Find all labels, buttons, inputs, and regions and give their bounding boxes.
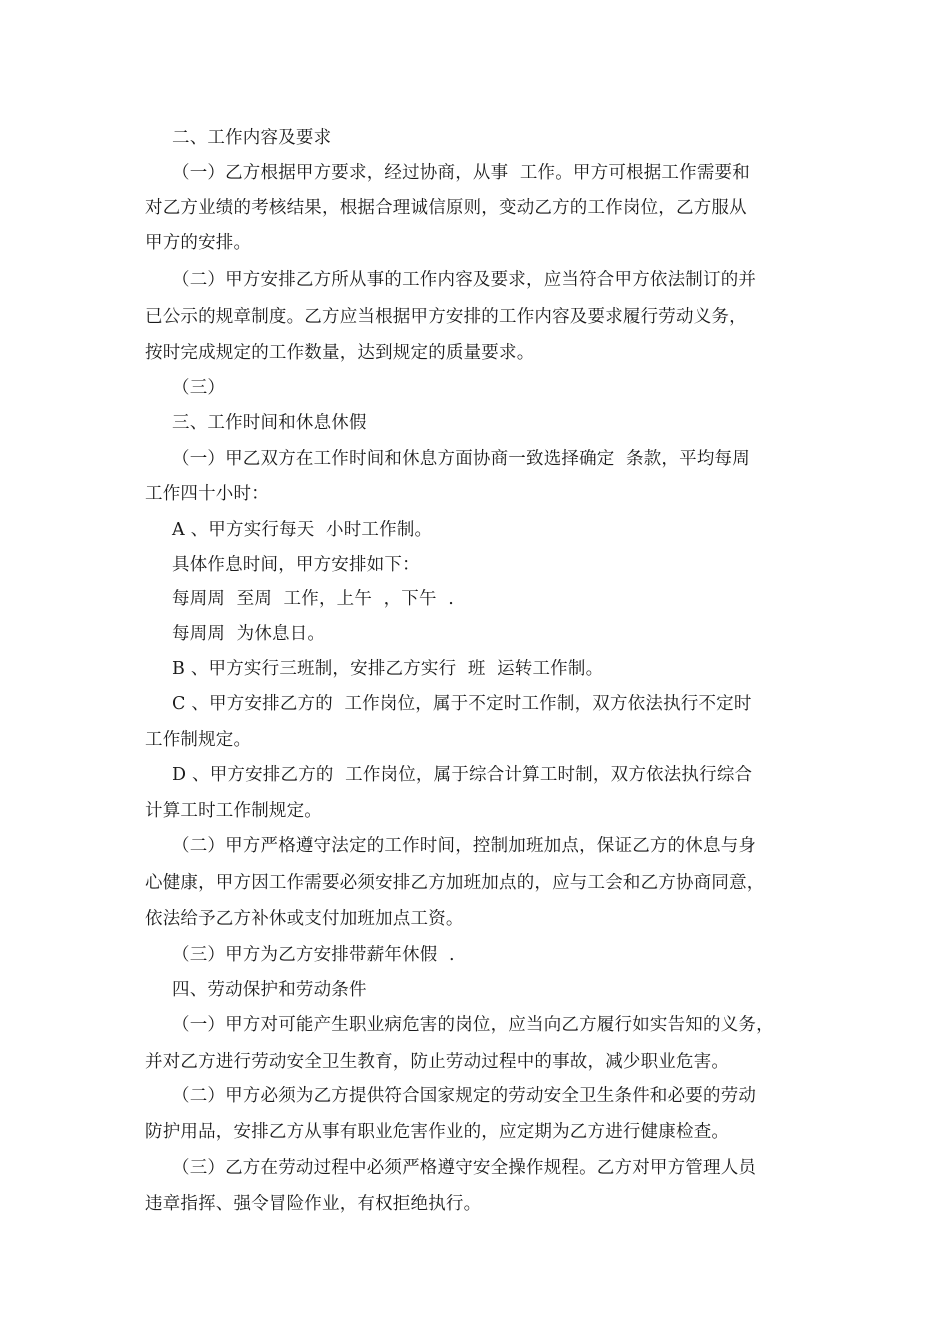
paragraph-line: 违章指挥、强令冒险作业，有权拒绝执行。 bbox=[145, 1194, 482, 1214]
paragraph-line: （三） bbox=[172, 378, 226, 398]
paragraph-line: B 、甲方实行三班制，安排乙方实行 班 运转工作制。 bbox=[172, 659, 604, 679]
paragraph-line: 并对乙方进行劳动安全卫生教育，防止劳动过程中的事故，减少职业危害。 bbox=[145, 1052, 730, 1072]
paragraph-line: 对乙方业绩的考核结果，根据合理诚信原则，变动乙方的工作岗位，乙方服从 bbox=[145, 198, 747, 218]
paragraph-line: A 、甲方实行每天 小时工作制。 bbox=[172, 520, 433, 540]
paragraph-line: 每周周 为休息日。 bbox=[172, 624, 326, 644]
heading-section-3: 三、工作时间和休息休假 bbox=[172, 413, 367, 433]
paragraph-line: （三）乙方在劳动过程中必须严格遵守安全操作规程。乙方对甲方管理人员 bbox=[172, 1158, 757, 1178]
paragraph-line: 心健康，甲方因工作需要必须安排乙方加班加点的，应与工会和乙方协商同意， bbox=[145, 873, 765, 893]
paragraph-line: 依法给予乙方补休或支付加班加点工资。 bbox=[145, 909, 464, 929]
paragraph-line: 具体作息时间，甲方安排如下： bbox=[172, 555, 420, 575]
paragraph-line: 工作制规定。 bbox=[145, 730, 252, 750]
paragraph-line: 工作四十小时： bbox=[145, 484, 269, 504]
paragraph-line: 已公示的规章制度。乙方应当根据甲方安排的工作内容及要求履行劳动义务， bbox=[145, 307, 747, 327]
paragraph-line: （一）乙方根据甲方要求，经过协商，从事 工作。甲方可根据工作需要和 bbox=[172, 163, 750, 183]
paragraph-line: （三）甲方为乙方安排带薪年休假 . bbox=[172, 945, 455, 965]
paragraph-line: 计算工时工作制规定。 bbox=[145, 801, 322, 821]
paragraph-line: D 、甲方安排乙方的 工作岗位，属于综合计算工时制，双方依法执行综合 bbox=[172, 765, 753, 785]
paragraph-line: 甲方的安排。 bbox=[145, 233, 252, 253]
paragraph-line: （一）甲方对可能产生职业病危害的岗位，应当向乙方履行如实告知的义务， bbox=[172, 1015, 774, 1035]
paragraph-line: （二）甲方严格遵守法定的工作时间，控制加班加点，保证乙方的休息与身 bbox=[172, 836, 757, 856]
paragraph-line: C 、甲方安排乙方的 工作岗位，属于不定时工作制，双方依法执行不定时 bbox=[172, 694, 752, 714]
paragraph-line: 每周周 至周 工作，上午 ，下午 . bbox=[172, 589, 454, 609]
paragraph-line: 按时完成规定的工作数量，达到规定的质量要求。 bbox=[145, 343, 535, 363]
paragraph-line: 防护用品，安排乙方从事有职业危害作业的，应定期为乙方进行健康检查。 bbox=[145, 1122, 730, 1142]
heading-section-4: 四、劳动保护和劳动条件 bbox=[172, 980, 367, 1000]
paragraph-line: （二）甲方必须为乙方提供符合国家规定的劳动安全卫生条件和必要的劳动 bbox=[172, 1086, 757, 1106]
paragraph-line: （一）甲乙双方在工作时间和休息方面协商一致选择确定 条款，平均每周 bbox=[172, 449, 750, 469]
heading-section-2: 二、工作内容及要求 bbox=[172, 128, 332, 148]
paragraph-line: （二）甲方安排乙方所从事的工作内容及要求，应当符合甲方依法制订的并 bbox=[172, 270, 757, 290]
